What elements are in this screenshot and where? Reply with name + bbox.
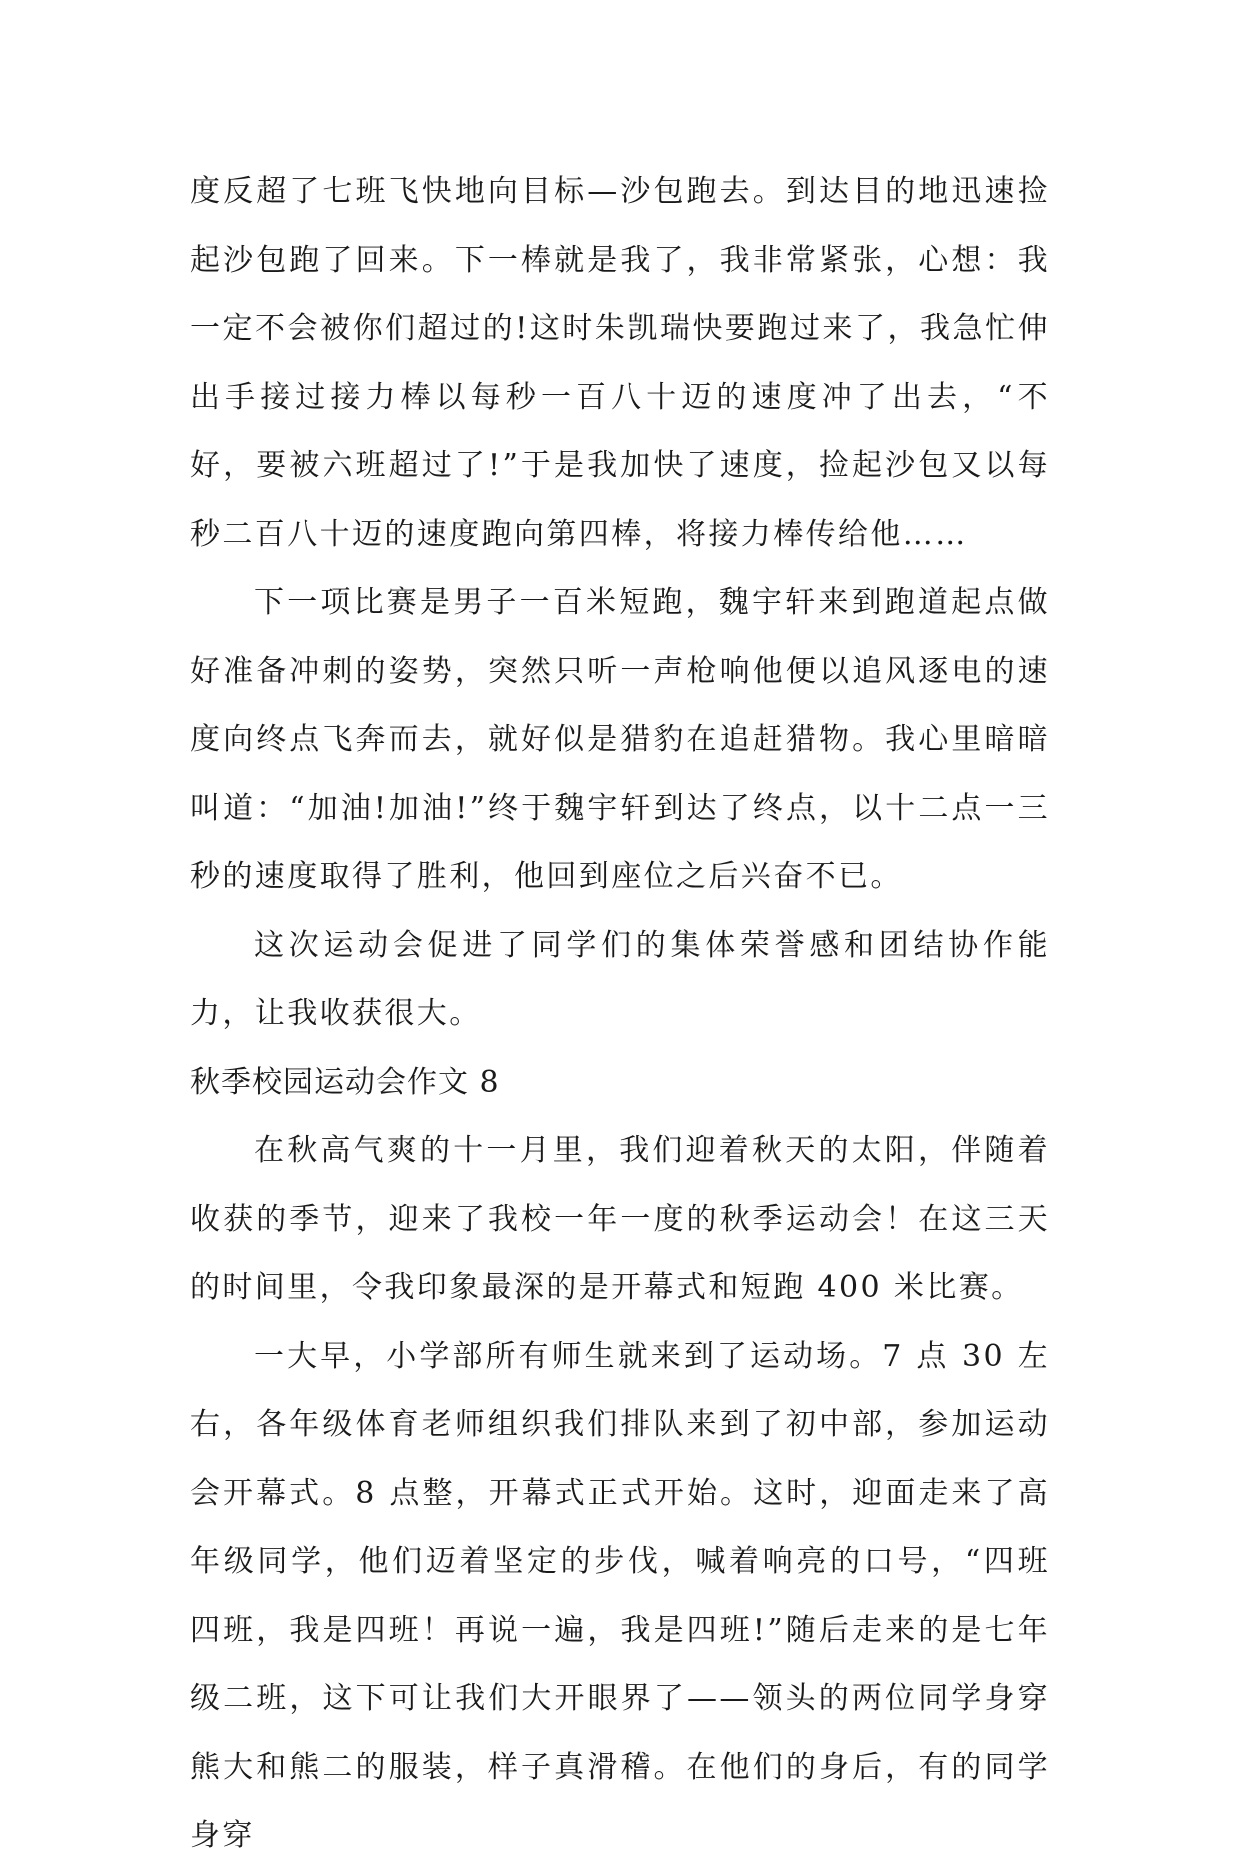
paragraph-conclusion: 这次运动会促进了同学们的集体荣誉感和团结协作能力，让我收获很大。 xyxy=(190,927,1050,1031)
paragraph-opening-ceremony: 一大早，小学部所有师生就来到了运动场。7 点 30 左右，各年级体育老师组织我们排队来到了初中部，参加运动会开幕式。8 点整，开幕式正式开始。这时，迎面走来了高年级同学，他们迈着坚定的步伐，喊着响亮的口号，“四班四班，我是四班！再说一遍，我是四班!”随后走来的是七年级二班，这下可让我们大开眼界了——领头的两位同学身穿熊大和熊二的服装，样子真滑稽。在他们的身后，有的同学身穿 xyxy=(190,1338,1050,1853)
document-page xyxy=(190,158,1050,1871)
paragraph-intro: 在秋高气爽的十一月里，我们迎着秋天的太阳，伴随着收获的季节，迎来了我校一年一度的秋季运动会！在这三天的时间里，令我印象最深的是开幕式和短跑 400 米比赛。 xyxy=(190,1133,1050,1305)
paragraph-relay-race: 度反超了七班飞快地向目标—沙包跑去。到达目的地迅速捡起沙包跑了回来。下一棒就是我了，我非常紧张，心想：我一定不会被你们超过的!这时朱凯瑞快要跑过来了，我急忙伸出手接过接力棒以每秒一百八十迈的速度冲了出去，“不好，要被六班超过了!”于是我加快了速度，捡起沙包又以每秒二百八十迈的速度跑向第四棒，将接力棒传给他…… xyxy=(190,174,1050,552)
paragraph-100m-sprint: 下一项比赛是男子一百米短跑，魏宇轩来到跑道起点做好准备冲刺的姿势，突然只听一声枪响他便以追风逐电的速度向终点飞奔而去，就好似是猎豹在追赶猎物。我心里暗暗叫道：“加油!加油!”终于魏宇轩到达了终点，以十二点一三秒的速度取得了胜利，他回到座位之后兴奋不已。 xyxy=(190,585,1050,894)
section-title: 秋季校园运动会作文 8 xyxy=(190,1064,500,1100)
